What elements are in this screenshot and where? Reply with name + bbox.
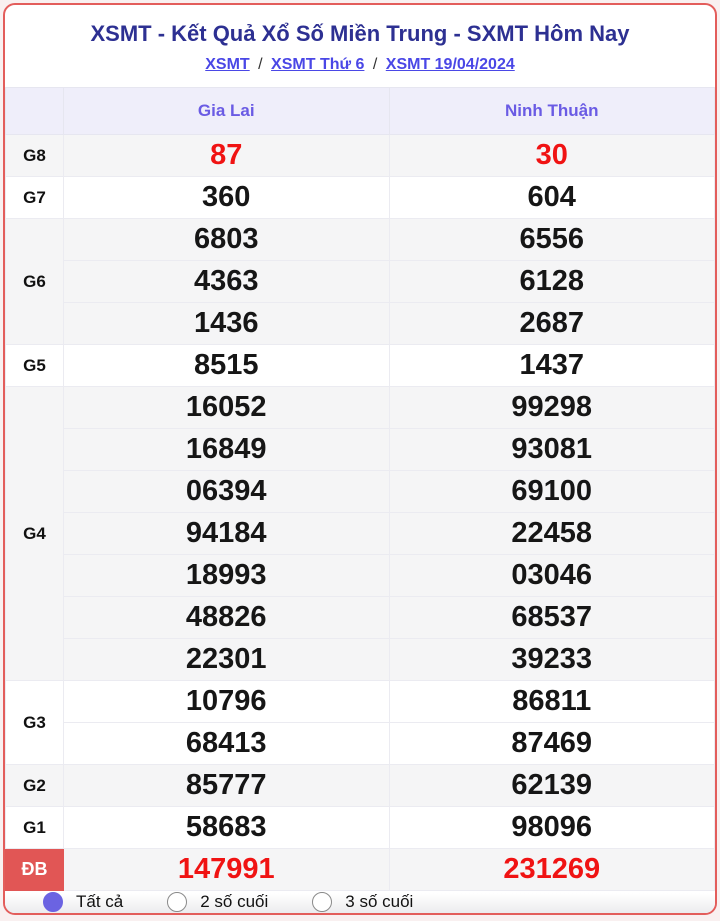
column-header-ninh-thuan: Ninh Thuận — [389, 88, 715, 135]
prize-value: 147991 — [64, 849, 390, 891]
prize-value: 30 — [389, 135, 715, 177]
breadcrumb-separator: / — [253, 56, 268, 74]
table-row — [6, 429, 715, 471]
prize-value: 58683 — [64, 807, 390, 849]
prize-value: 1437 — [389, 345, 715, 387]
prize-value: 2687 — [389, 303, 715, 345]
prize-value: 87 — [64, 135, 390, 177]
prize-label: G7 — [6, 177, 64, 219]
prize-label: G8 — [6, 135, 64, 177]
table-row — [6, 513, 715, 555]
table-row — [6, 261, 715, 303]
prize-value: 48826 — [64, 597, 390, 639]
table-row — [6, 135, 715, 177]
column-header-gia-lai: Gia Lai — [64, 88, 390, 135]
table-row — [6, 723, 715, 765]
lottery-results-card — [3, 3, 717, 915]
prize-value: 03046 — [389, 555, 715, 597]
table-row — [6, 555, 715, 597]
prize-label: G5 — [6, 345, 64, 387]
prize-value: 4363 — [64, 261, 390, 303]
table-row — [6, 681, 715, 723]
prize-value: 360 — [64, 177, 390, 219]
prize-value: 231269 — [389, 849, 715, 891]
prize-value: 18993 — [64, 555, 390, 597]
table-row — [6, 219, 715, 261]
prize-value: 87469 — [389, 723, 715, 765]
column-header-row — [6, 88, 715, 135]
prize-label: G6 — [6, 219, 64, 345]
prize-value: 94184 — [64, 513, 390, 555]
filter-option-2[interactable] — [312, 892, 413, 912]
prize-value: 6128 — [389, 261, 715, 303]
prize-value: 16849 — [64, 429, 390, 471]
prize-value: 10796 — [64, 681, 390, 723]
prize-value: 86811 — [389, 681, 715, 723]
table-row — [6, 177, 715, 219]
filter-option-0[interactable] — [43, 892, 123, 912]
prize-value: 06394 — [64, 471, 390, 513]
table-row — [6, 471, 715, 513]
prize-value: 98096 — [389, 807, 715, 849]
prize-value: 1436 — [64, 303, 390, 345]
breadcrumb-link-0[interactable]: XSMT — [205, 56, 250, 74]
prize-value: 69100 — [389, 471, 715, 513]
breadcrumb-link-1[interactable]: XSMT Thứ 6 — [271, 56, 365, 74]
card-header — [5, 5, 715, 87]
prize-value: 39233 — [389, 639, 715, 681]
prize-value: 62139 — [389, 765, 715, 807]
results-table — [5, 87, 715, 891]
prize-label: G4 — [6, 387, 64, 681]
prize-label: G1 — [6, 807, 64, 849]
prize-value: 22458 — [389, 513, 715, 555]
table-row — [6, 345, 715, 387]
radio-icon[interactable] — [43, 892, 63, 912]
prize-value: 93081 — [389, 429, 715, 471]
breadcrumb — [13, 56, 707, 74]
prize-value: 6803 — [64, 219, 390, 261]
table-row — [6, 597, 715, 639]
prize-value: 68413 — [64, 723, 390, 765]
filter-option-1[interactable] — [167, 892, 268, 912]
filter-label: Tất cả — [76, 892, 124, 912]
radio-icon[interactable] — [312, 892, 332, 912]
prize-value: 99298 — [389, 387, 715, 429]
breadcrumb-separator: / — [368, 56, 382, 74]
breadcrumb-link-2[interactable]: XSMT 19/04/2024 — [385, 56, 515, 74]
table-row — [6, 849, 715, 891]
filter-label: 2 số cuối — [200, 892, 269, 912]
prize-value: 8515 — [64, 345, 390, 387]
table-row — [6, 387, 715, 429]
filter-bar — [5, 891, 715, 913]
table-row — [6, 765, 715, 807]
page-title: XSMT - Kết Quả Xổ Số Miền Trung - SXMT Hôm Nay — [90, 21, 630, 46]
prize-value: 604 — [389, 177, 715, 219]
table-row — [6, 303, 715, 345]
prize-value: 68537 — [389, 597, 715, 639]
prize-label: ĐB — [6, 849, 64, 891]
prize-value: 85777 — [64, 765, 390, 807]
prize-label: G2 — [6, 765, 64, 807]
radio-icon[interactable] — [167, 892, 187, 912]
prize-column-header — [6, 88, 64, 135]
prize-value: 6556 — [389, 219, 715, 261]
results-body — [6, 135, 715, 891]
prize-value: 22301 — [64, 639, 390, 681]
prize-label: G3 — [6, 681, 64, 765]
filter-label: 3 số cuối — [345, 892, 414, 912]
prize-value: 16052 — [64, 387, 390, 429]
table-row — [6, 639, 715, 681]
table-row — [6, 807, 715, 849]
